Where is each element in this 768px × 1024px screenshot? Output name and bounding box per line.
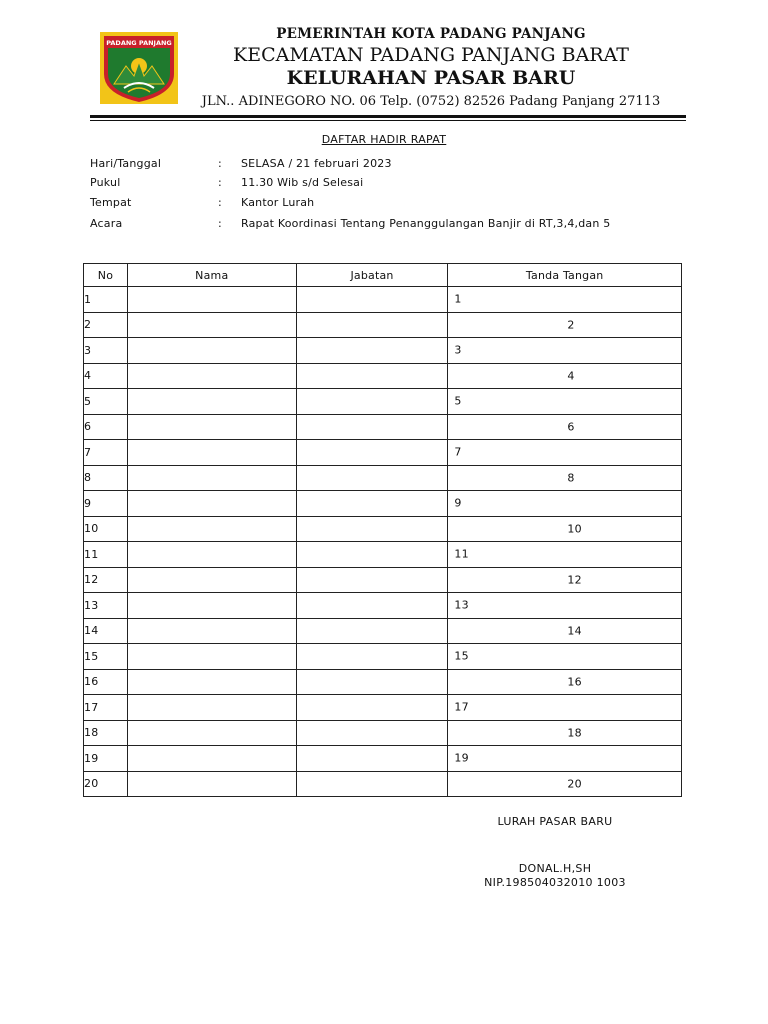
name-cell [127,669,296,695]
row-number-cell: 9 [84,491,128,517]
table-row [84,465,682,491]
letterhead [196,24,666,112]
row-number-cell: 20 [84,771,128,797]
table-row [84,312,682,338]
signature-number: 5 [454,394,462,408]
row-number-cell: 16 [84,669,128,695]
position-cell [296,363,448,389]
table-row [84,669,682,695]
signature-cell [448,593,682,619]
attendance-table [83,263,682,797]
row-number-cell: 7 [84,440,128,466]
row-number-cell: 8 [84,465,128,491]
letterhead-divider-thick [90,115,686,118]
position-cell [296,516,448,542]
row-number-cell: 6 [84,414,128,440]
padang-panjang-emblem-logo [100,32,178,104]
signature-cell [448,771,682,797]
info-label: Hari/Tanggal [90,157,162,170]
signature-number: 3 [454,343,462,357]
row-number-cell: 18 [84,720,128,746]
row-number-cell: 11 [84,542,128,568]
signature-cell [448,669,682,695]
row-number-cell: 4 [84,363,128,389]
info-value: Rapat Koordinasi Tentang Penanggulangan Banjir di RT,3,4,dan 5 [241,217,611,230]
position-cell [296,389,448,415]
attendance-table-body [84,287,682,797]
name-cell [127,618,296,644]
position-cell [296,746,448,772]
letterhead-district: KECAMATAN PADANG PANJANG BARAT [233,44,629,66]
table-row [84,593,682,619]
position-cell [296,542,448,568]
signature-number: 1 [454,292,462,306]
table-row [84,389,682,415]
info-value: Kantor Lurah [241,196,315,209]
signature-cell [448,542,682,568]
name-cell [127,644,296,670]
signature-cell [448,389,682,415]
signature-cell [448,491,682,517]
signature-cell [448,618,682,644]
row-number-cell: 3 [84,338,128,364]
signature-number: 15 [454,649,469,663]
table-row [84,771,682,797]
info-colon: : [218,196,222,209]
name-cell [127,593,296,619]
signature-number: 13 [454,598,469,612]
name-cell [127,567,296,593]
table-row [84,695,682,721]
position-cell [296,771,448,797]
logo-text: PADANG PANJANG [106,39,172,47]
header-tanda-tangan: Tanda Tangan [448,264,682,287]
row-number-cell: 19 [84,746,128,772]
signature-office: LURAH PASAR BARU [497,815,613,828]
document-title: DAFTAR HADIR RAPAT [321,133,447,146]
table-row [84,542,682,568]
signature-cell [448,720,682,746]
table-row [84,720,682,746]
name-cell [127,338,296,364]
table-row [84,618,682,644]
name-cell [127,720,296,746]
name-cell [127,695,296,721]
table-row [84,746,682,772]
position-cell [296,465,448,491]
name-cell [127,389,296,415]
signature-cell [448,363,682,389]
signature-number: 2 [567,318,575,332]
signature-cell [448,414,682,440]
row-number-cell: 10 [84,516,128,542]
signature-number: 7 [454,445,462,459]
table-row [84,414,682,440]
name-cell [127,542,296,568]
signature-number: 10 [567,522,582,536]
row-number-cell: 12 [84,567,128,593]
name-cell [127,312,296,338]
signature-number: 8 [567,471,575,485]
info-value: SELASA / 21 februari 2023 [241,157,392,170]
name-cell [127,491,296,517]
letterhead-village: KELURAHAN PASAR BARU [286,67,576,89]
signature-number: 16 [567,675,582,689]
position-cell [296,414,448,440]
position-cell [296,287,448,313]
header-nama: Nama [127,264,296,287]
table-row [84,491,682,517]
name-cell [127,465,296,491]
signature-cell [448,338,682,364]
row-number-cell: 2 [84,312,128,338]
position-cell [296,593,448,619]
row-number-cell: 5 [84,389,128,415]
table-row [84,516,682,542]
info-label: Tempat [90,196,132,209]
letterhead-government: PEMERINTAH KOTA PADANG PANJANG [276,26,586,42]
table-row [84,287,682,313]
row-number-cell: 14 [84,618,128,644]
signature-number: 9 [454,496,462,510]
position-cell [296,669,448,695]
position-cell [296,618,448,644]
row-number-cell: 1 [84,287,128,313]
row-number-cell: 15 [84,644,128,670]
row-number-cell: 13 [84,593,128,619]
table-row [84,338,682,364]
position-cell [296,312,448,338]
header-no: No [84,264,128,287]
table-row [84,567,682,593]
signature-cell [448,746,682,772]
position-cell [296,720,448,746]
signature-cell [448,516,682,542]
info-label: Acara [90,217,123,230]
signature-number: 17 [454,700,469,714]
signature-cell [448,465,682,491]
signature-cell [448,287,682,313]
signature-nip: NIP.198504032010 1003 [484,876,626,889]
table-header-row [84,264,682,287]
info-value: 11.30 Wib s/d Selesai [241,176,364,189]
header-jabatan: Jabatan [296,264,448,287]
signature-cell [448,695,682,721]
signature-number: 6 [567,420,575,434]
table-row [84,644,682,670]
signature-cell [448,644,682,670]
name-cell [127,516,296,542]
position-cell [296,567,448,593]
position-cell [296,644,448,670]
letterhead-divider-thin [90,120,686,121]
name-cell [127,440,296,466]
position-cell [296,695,448,721]
signature-number: 12 [567,573,582,587]
position-cell [296,491,448,517]
info-colon: : [218,217,222,230]
signature-name: DONAL.H,SH [518,862,592,875]
signature-number: 11 [454,547,469,561]
letterhead-address: JLN.. ADINEGORO NO. 06 Telp. (0752) 82526 Padang Panjang 27113 [201,94,661,109]
table-row [84,363,682,389]
signature-cell [448,567,682,593]
signature-number: 19 [454,751,469,765]
signature-cell [448,440,682,466]
name-cell [127,771,296,797]
signature-number: 18 [567,726,582,740]
name-cell [127,414,296,440]
name-cell [127,287,296,313]
name-cell [127,363,296,389]
signature-number: 14 [567,624,582,638]
table-row [84,440,682,466]
signature-number: 20 [567,777,582,791]
name-cell [127,746,296,772]
info-colon: : [218,157,222,170]
signature-number: 4 [567,369,575,383]
signature-cell [448,312,682,338]
row-number-cell: 17 [84,695,128,721]
position-cell [296,338,448,364]
info-colon: : [218,176,222,189]
info-label: Pukul [90,176,121,189]
position-cell [296,440,448,466]
